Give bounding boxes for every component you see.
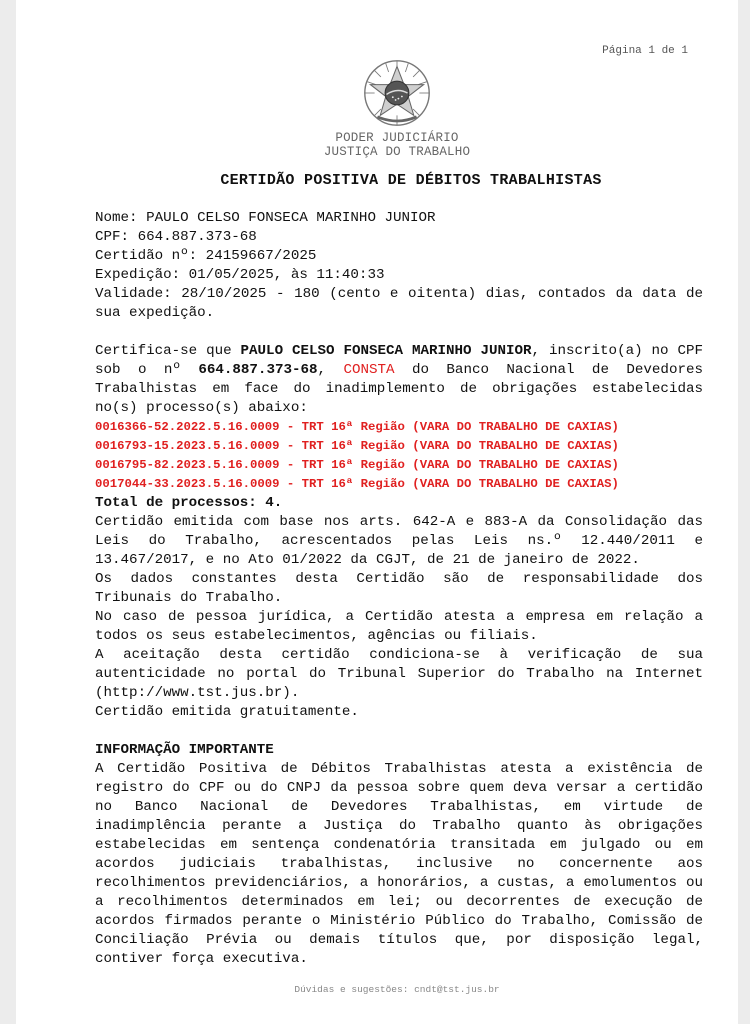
cert-text-1: Certifica-se que — [95, 343, 241, 359]
cert-text-2: , inscrito(a) no CPF sob o nº — [95, 343, 703, 378]
field-expedicao: Expedição: 01/05/2025, às 11:40:33 — [95, 267, 385, 283]
certificate-body — [95, 209, 703, 969]
info-text: A Certidão Positiva de Débitos Trabalhistas atesta a existência de registro do CPF ou do CNPJ da pessoa sobre quem deva versar a certidão no Banco Nacional de Devedores Trabalhistas, em virtude de inadimplência perante a Justiça do Trabalho quanto às obrigações estabelecidas em sentença condenatória transitada em julgado ou em acordos judiciais trabalhistas, inclusive no concernente aos recolhimentos previdenciários, a honorários, a custas, a emolumentos ou a recolhimentos determinados em lei; ou decorrentes de execução de acordos firmados perante o Ministério Público do Trabalho, Comissão de Conciliação Prévia ou demais títulos que, por disposição legal, contiver força executiva. — [95, 761, 703, 967]
process-item: 0016795-82.2023.5.16.0009 - TRT 16ª Região (VARA DO TRABALHO DE CAXIAS) — [95, 458, 619, 472]
certificate-page — [16, 0, 738, 1024]
responsibility-paragraph: Os dados constantes desta Certidão são de responsabilidade dos Tribunais do Trabalho. — [95, 571, 703, 606]
field-validade: Validade: 28/10/2025 - 180 (cento e oitenta) dias, contados da data de sua expedição. — [95, 286, 703, 321]
cert-text-3: , — [317, 362, 344, 378]
consta-label: CONSTA — [343, 362, 395, 378]
cert-name: PAULO CELSO FONSECA MARINHO JUNIOR — [240, 343, 532, 359]
field-certidao: Certidão nº: 24159667/2025 — [95, 248, 317, 264]
total-processos: Total de processos: 4. — [95, 495, 283, 511]
free-issue-paragraph: Certidão emitida gratuitamente. — [95, 704, 359, 720]
field-cpf: CPF: 664.887.373-68 — [95, 229, 257, 245]
header-justica-do-trabalho: JUSTIÇA DO TRABALHO — [323, 145, 471, 159]
authenticity-paragraph: A aceitação desta certidão condiciona-se à verificação de sua autenticidade no portal do Tribunal Superior do Trabalho na Internet (http://www.tst.jus.br). — [95, 647, 703, 701]
process-item: 0016366-52.2022.5.16.0009 - TRT 16ª Região (VARA DO TRABALHO DE CAXIAS) — [95, 420, 619, 434]
process-item: 0016793-15.2023.5.16.0009 - TRT 16ª Região (VARA DO TRABALHO DE CAXIAS) — [95, 439, 619, 453]
cert-cpf: 664.887.373-68 — [198, 362, 318, 378]
footer-contact: Dúvidas e sugestões: cndt@tst.jus.br — [294, 984, 500, 995]
certification-paragraph — [95, 342, 703, 418]
process-item: 0017044-33.2023.5.16.0009 - TRT 16ª Região (VARA DO TRABALHO DE CAXIAS) — [95, 477, 619, 491]
cert-text-4: do Banco Nacional de Devedores Trabalhistas em face do inadimplemento de obrigações estabelecidas no(s) processo(s) abaixo: — [95, 362, 703, 416]
brasao-seal-icon — [362, 58, 432, 128]
field-nome: Nome: PAULO CELSO FONSECA MARINHO JUNIOR — [95, 210, 436, 226]
pessoa-juridica-paragraph: No caso de pessoa jurídica, a Certidão atesta a empresa em relação a todos os seus estabelecimentos, agências ou filiais. — [95, 609, 703, 644]
info-heading: INFORMAÇÃO IMPORTANTE — [95, 742, 274, 758]
process-list — [95, 418, 703, 494]
certificate-title: CERTIDÃO POSITIVA DE DÉBITOS TRABALHISTAS — [220, 172, 602, 189]
page-number: Página 1 de 1 — [602, 45, 688, 57]
legal-basis-paragraph: Certidão emitida com base nos arts. 642-A e 883-A da Consolidação das Leis do Trabalho, acrescentados pelas Leis ns.º 12.440/2011 e 13.467/2017, e no Ato 01/2022 da CGJT, de 21 de janeiro de 2022. — [95, 514, 703, 568]
header-poder-judiciario: PODER JUDICIÁRIO — [335, 131, 459, 145]
